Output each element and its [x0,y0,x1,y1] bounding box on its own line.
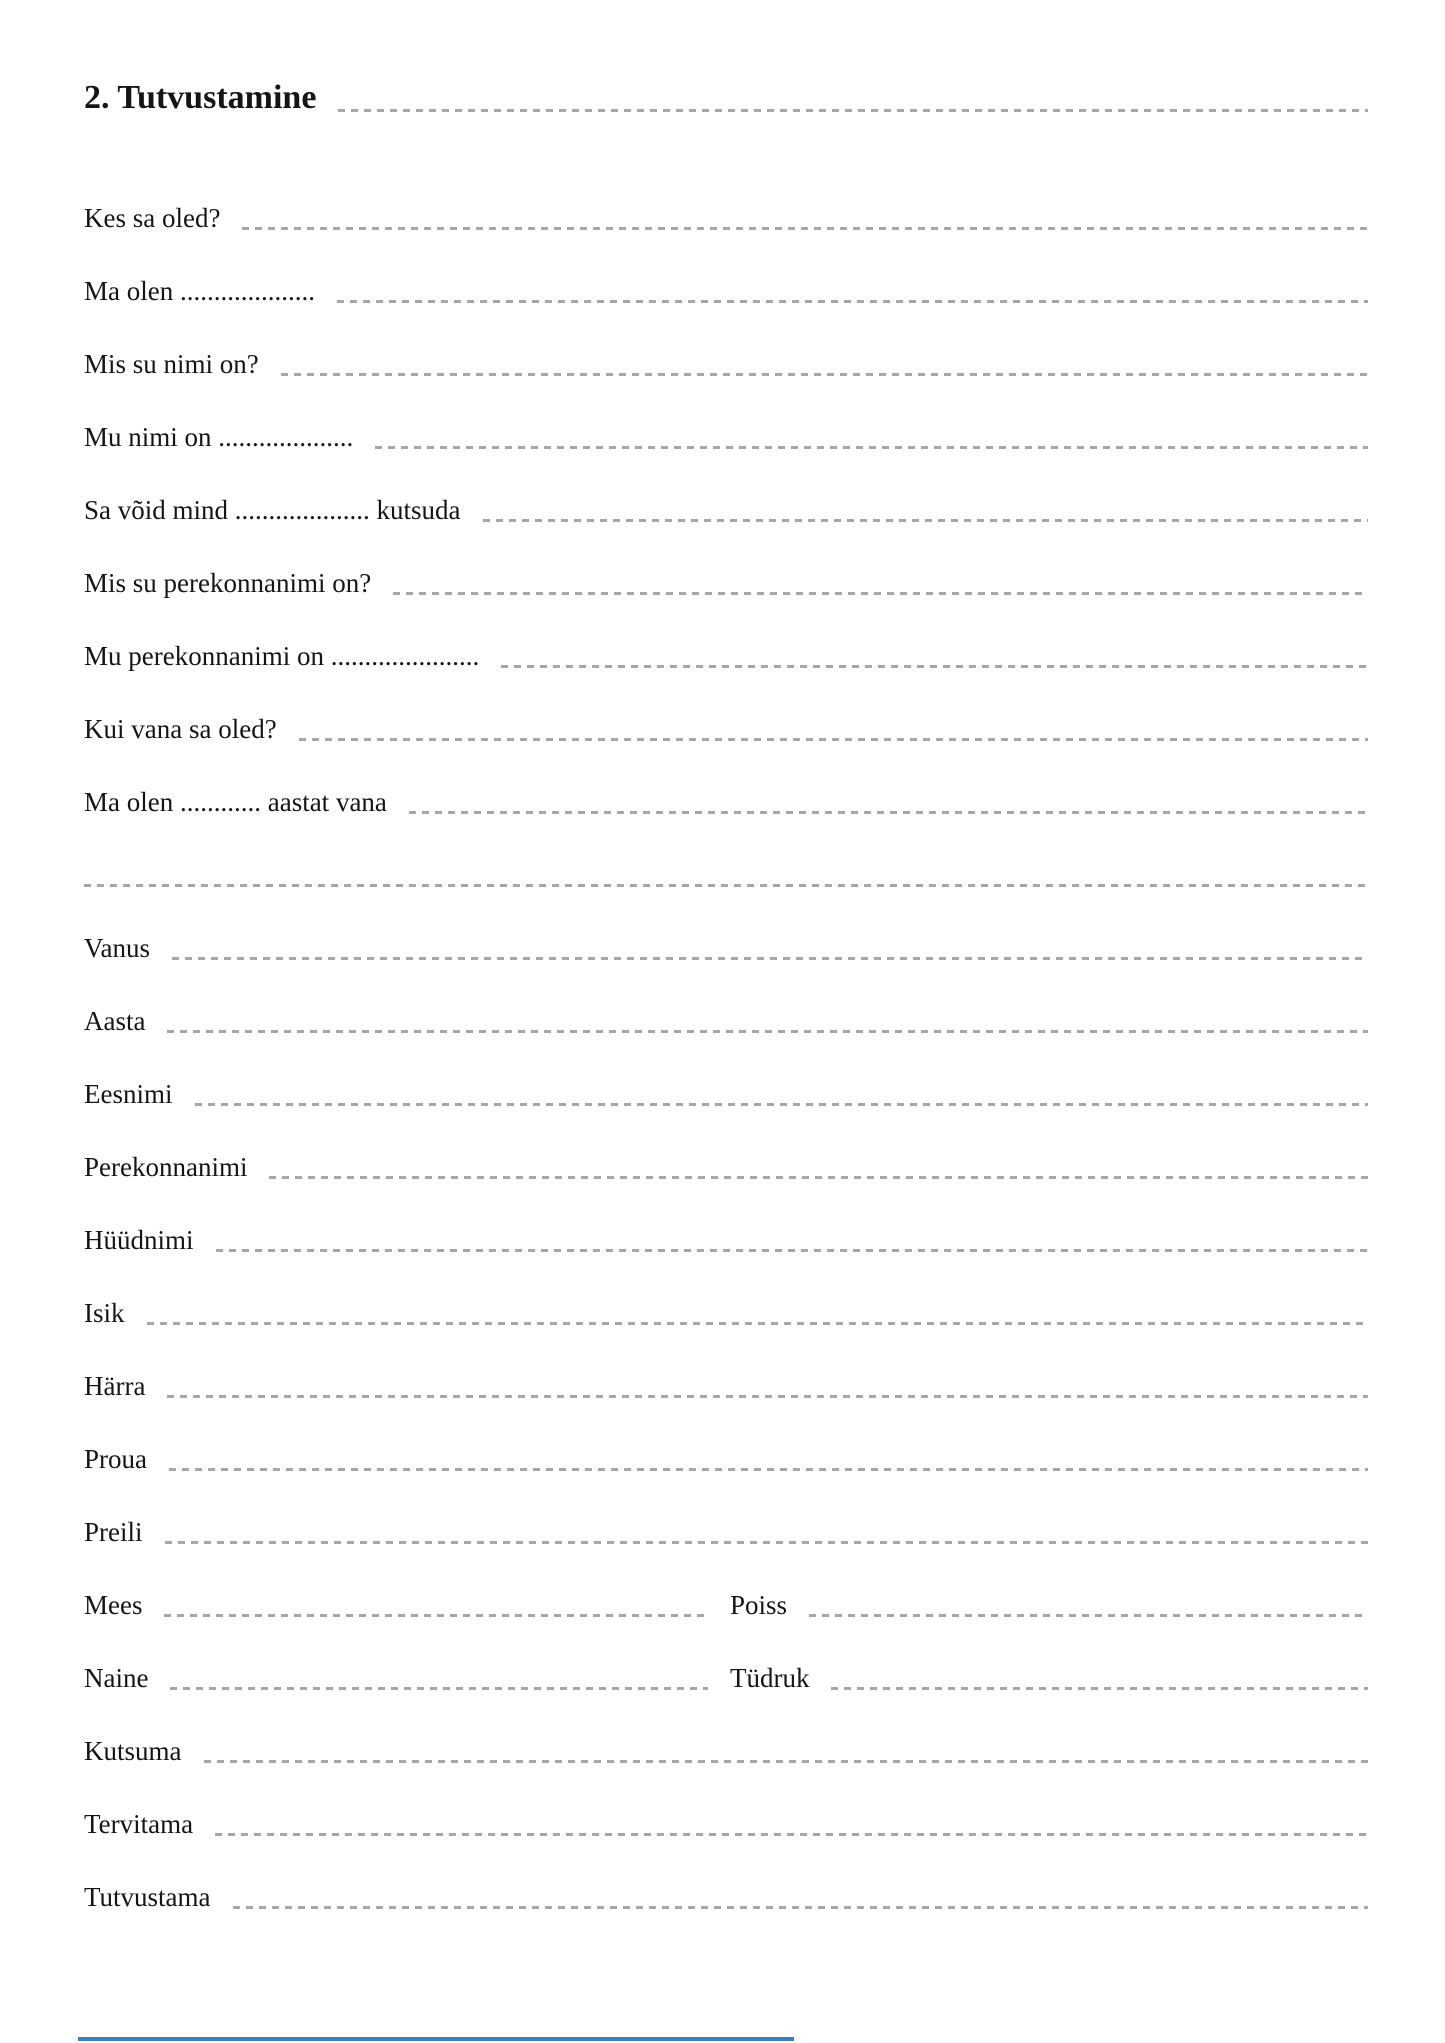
phrase-row [84,200,1368,236]
vocab-row [84,1295,1368,1331]
dotted-answer-line [269,1176,1368,1179]
dotted-answer-line [164,1614,708,1617]
dotted-answer-line [299,738,1368,741]
dotted-answer-line [172,957,1368,960]
vocab-label: Perekonnanimi [84,1152,248,1182]
dotted-answer-line [501,665,1368,668]
phrase-row [84,638,1368,674]
dotted-answer-line [393,592,1368,595]
blank-answer-row [84,857,1368,893]
dotted-answer-line [204,1760,1369,1763]
dotted-answer-line [167,1030,1368,1033]
dotted-answer-line [831,1687,1368,1690]
phrase-label: Mu perekonnanimi on ...................... [84,641,480,671]
dotted-answer-line [84,884,1368,887]
title-dotted-line [338,109,1368,112]
left-column [84,1660,708,1696]
vocab-row [84,1514,1368,1550]
phrase-label: Mis su perekonnanimi on? [84,568,372,598]
phrase-row [84,346,1368,382]
phrase-row [84,419,1368,455]
vocab-row [84,930,1368,966]
dotted-answer-line [167,1395,1368,1398]
dotted-answer-line [809,1614,1368,1617]
vocab-label: Hüüdnimi [84,1225,194,1255]
vocab-row [84,1149,1368,1185]
vocab-label: Mees [84,1590,143,1620]
dotted-answer-line [337,300,1368,303]
dotted-answer-line [233,1906,1368,1909]
phrase-label: Mis su nimi on? [84,349,259,379]
vocab-label: Eesnimi [84,1079,173,1109]
dotted-answer-line [195,1103,1369,1106]
dotted-answer-line [281,373,1368,376]
dotted-answer-line [409,811,1368,814]
phrase-row [84,273,1368,309]
vocab-row-two-column [84,1587,1368,1623]
vocab-row [84,1368,1368,1404]
phrase-label: Ma olen .................... [84,276,315,306]
dotted-answer-line [170,1687,708,1690]
vocab-label: Tutvustama [84,1882,211,1912]
page-footer-accent-bar [78,2037,794,2041]
vocab-label: Poiss [730,1590,788,1620]
dotted-answer-line [216,1249,1368,1252]
phrase-label: Sa võid mind .................... kutsuda [84,495,461,525]
dotted-answer-line [147,1322,1369,1325]
section-title-row [84,76,1368,120]
dotted-answer-line [215,1833,1368,1836]
vocab-row [84,1733,1368,1769]
vocab-row [84,1076,1368,1112]
vocab-row [84,1879,1368,1915]
vocab-label: Vanus [84,933,150,963]
section-title: 2. Tutvustamine [84,79,317,116]
phrase-label: Mu nimi on .................... [84,422,354,452]
dotted-answer-line [483,519,1369,522]
dotted-answer-line [169,1468,1368,1471]
vocab-label: Naine [84,1663,149,1693]
vocab-label: Kutsuma [84,1736,182,1766]
dotted-answer-line [242,227,1368,230]
phrase-row [84,492,1368,528]
phrase-row [84,711,1368,747]
vocab-label: Isik [84,1298,125,1328]
vocab-row [84,1806,1368,1842]
left-column [84,1587,708,1623]
vocab-row-two-column [84,1660,1368,1696]
phrase-label: Kes sa oled? [84,203,221,233]
vocab-label: Tervitama [84,1809,194,1839]
vocab-label: Aasta [84,1006,146,1036]
phrase-label: Kui vana sa oled? [84,714,277,744]
dotted-answer-line [375,446,1368,449]
vocab-row [84,1441,1368,1477]
vocab-label: Proua [84,1444,147,1474]
vocab-label: Härra [84,1371,146,1401]
phrase-row [84,565,1368,601]
phrase-label: Ma olen ............ aastat vana [84,787,387,817]
phrase-row [84,784,1368,820]
vocab-label: Tüdruk [730,1663,810,1693]
vocab-row [84,1222,1368,1258]
dotted-answer-line [165,1541,1369,1544]
vocab-label: Preili [84,1517,143,1547]
vocab-row [84,1003,1368,1039]
